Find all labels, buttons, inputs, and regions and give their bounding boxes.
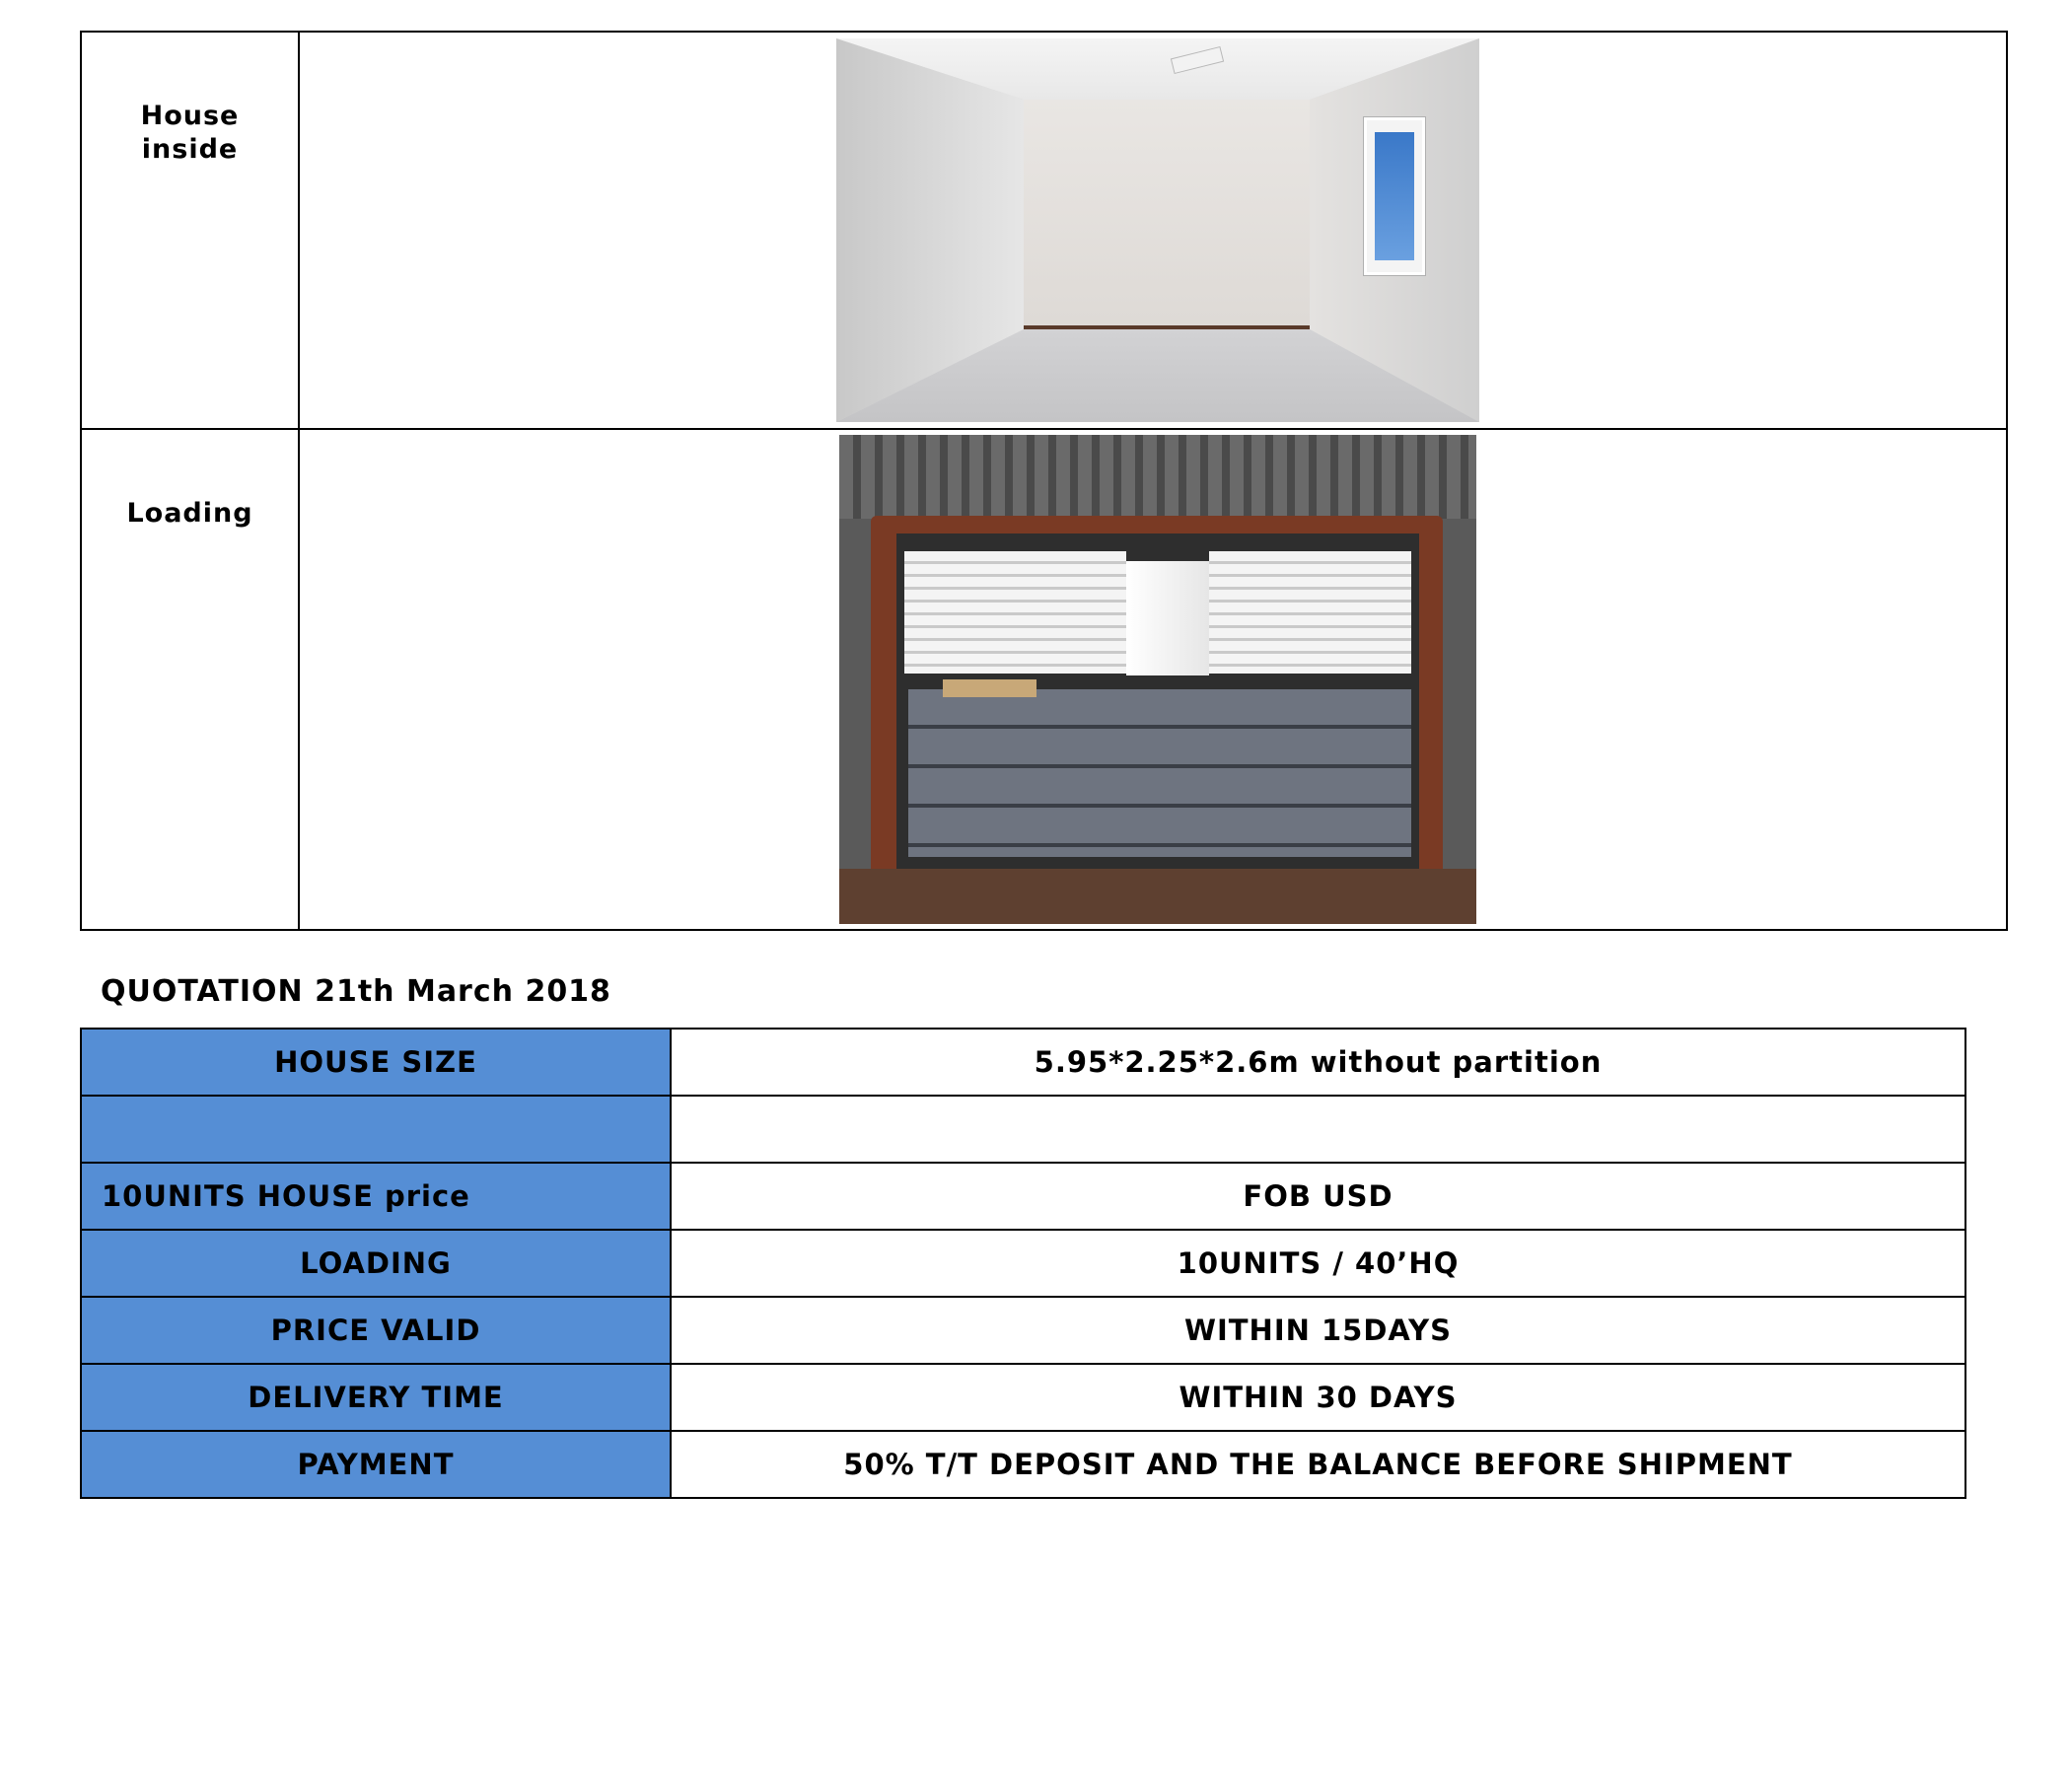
photo-cell bbox=[299, 32, 2007, 429]
label-line: House bbox=[140, 101, 240, 131]
table-row bbox=[81, 1163, 1965, 1230]
label-line: inside bbox=[141, 134, 239, 165]
label-line: Loading bbox=[126, 498, 253, 529]
quote-key bbox=[81, 1096, 671, 1163]
quote-key: DELIVERY TIME bbox=[81, 1364, 671, 1431]
photo-row-label bbox=[81, 429, 299, 930]
quotation-table bbox=[80, 1028, 1966, 1499]
photo-row-loading bbox=[81, 429, 2007, 930]
table-row bbox=[81, 1029, 1965, 1096]
quotation-title: QUOTATION 21th March 2018 bbox=[101, 974, 611, 1009]
photo-row-house-inside bbox=[81, 32, 2007, 429]
photo-table bbox=[80, 31, 2008, 931]
quote-value: WITHIN 15DAYS bbox=[671, 1297, 1965, 1364]
table-row bbox=[81, 1297, 1965, 1364]
quote-value: 10UNITS / 40’HQ bbox=[671, 1230, 1965, 1297]
quote-value: 50% T/T DEPOSIT AND THE BALANCE BEFORE SHIPMENT bbox=[671, 1431, 1965, 1498]
photo-cell bbox=[299, 429, 2007, 930]
quote-key: PRICE VALID bbox=[81, 1297, 671, 1364]
table-row bbox=[81, 1230, 1965, 1297]
window-icon bbox=[1364, 117, 1425, 275]
room-interior-image bbox=[836, 38, 1479, 422]
quote-key: PAYMENT bbox=[81, 1431, 671, 1498]
photo-row-label bbox=[81, 32, 299, 429]
quote-key: 10UNITS HOUSE price bbox=[81, 1163, 671, 1230]
quote-key: LOADING bbox=[81, 1230, 671, 1297]
table-row bbox=[81, 1431, 1965, 1498]
quote-value: 5.95*2.25*2.6m without partition bbox=[671, 1029, 1965, 1096]
container-loading-image bbox=[839, 435, 1476, 924]
quote-key: HOUSE SIZE bbox=[81, 1029, 671, 1096]
table-row bbox=[81, 1364, 1965, 1431]
quote-value: WITHIN 30 DAYS bbox=[671, 1364, 1965, 1431]
quote-value: FOB USD bbox=[671, 1163, 1965, 1230]
quote-value bbox=[671, 1096, 1965, 1163]
table-row bbox=[81, 1096, 1965, 1163]
